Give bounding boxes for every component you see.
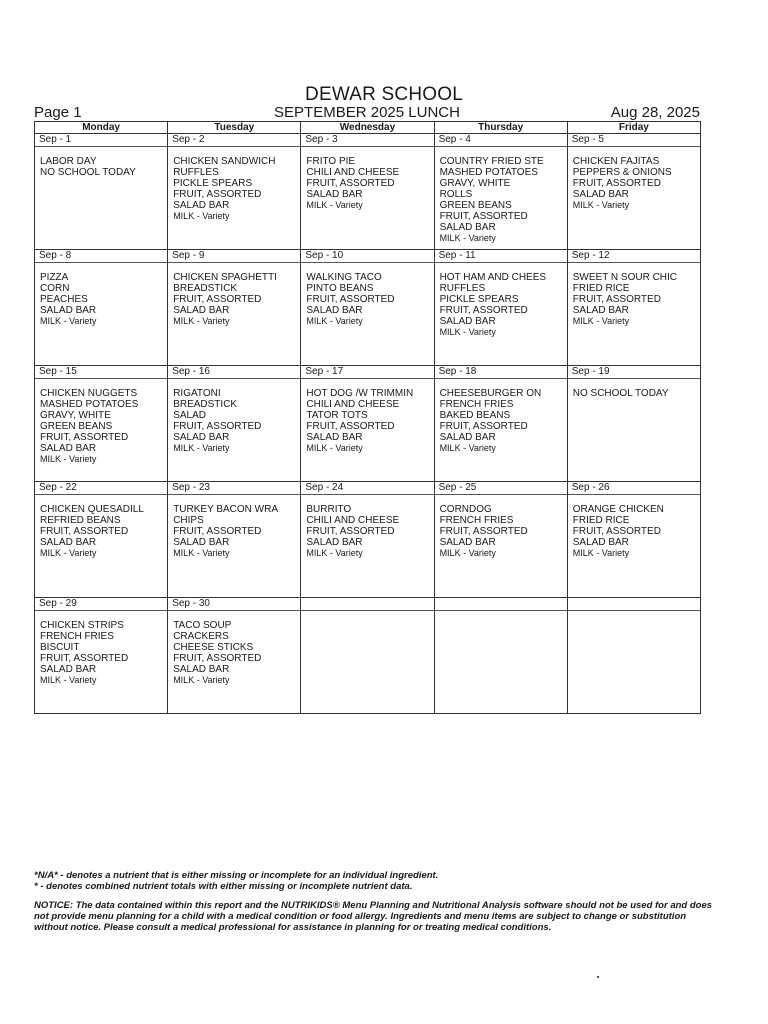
day-cell [35,366,168,482]
menu-item: REFRIED BEANS [40,515,121,526]
day-cell [35,134,168,250]
menu-items [301,147,433,211]
day-date: Sep - 5 [568,134,700,147]
menu-item: ROLLS [439,189,473,200]
menu-item: MILK - Variety [40,316,97,326]
day-cell [567,598,700,714]
menu-item: MILK - Variety [439,548,496,558]
menu-item: FRUIT, ASSORTED [40,432,129,443]
menu-item: MILK - Variety [40,548,97,558]
day-cell [567,250,700,366]
menu-item: FRUIT, ASSORTED [572,178,661,189]
menu-item: FRUIT, ASSORTED [439,305,528,316]
menu-item: SALAD BAR [173,664,230,675]
footer-notes [34,870,714,933]
menu-item: RUFFLES [439,283,486,294]
day-date: Sep - 18 [435,366,567,379]
menu-items [568,263,700,327]
menu-item: CHILI AND CHEESE [306,399,400,410]
menu-items [168,611,300,686]
menu-item: BREADSTICK [173,399,238,410]
menu-item: FRUIT, ASSORTED [173,189,262,200]
week-row [35,598,701,714]
day-date: Sep - 9 [168,250,300,263]
menu-item: SALAD BAR [439,432,496,443]
day-cell [168,134,301,250]
menu-item: MILK - Variety [439,233,496,243]
menu-item: WALKING TACO [306,272,382,283]
menu-item: PICKLE SPEARS [439,294,519,305]
day-date: Sep - 8 [35,250,167,263]
menu-item: MILK - Variety [439,327,496,337]
menu-item: SALAD BAR [572,305,629,316]
day-cell [168,482,301,598]
day-cell [168,366,301,482]
notice-disclaimer: NOTICE: The data contained within this report and the NUTRIKIDS® Menu Planning and Nutritional Analysis software should not be used for and does not provide menu planning for a child with a medical condition or food allergy. Ingredients and menu items are subject to change or substitution without notice. Please consult a medical professional for assistance in planning for or treating medical conditions. [34,900,713,933]
menu-item: SALAD BAR [173,432,230,443]
menu-items [301,495,433,559]
day-date: Sep - 22 [35,482,167,495]
menu-item: PIZZA [40,272,69,283]
menu-items [35,495,167,559]
menu-item: SALAD BAR [40,443,97,454]
menu-item: MILK - Variety [173,211,230,221]
menu-items [35,611,167,686]
menu-item: MILK - Variety [306,443,363,453]
menu-item: MILK - Variety [572,200,630,210]
menu-item: SALAD BAR [306,305,363,316]
menu-item: MILK - Variety [173,443,230,453]
day-header: Thursday [434,122,567,134]
day-date [301,598,433,611]
menu-item: PEACHES [40,294,88,305]
day-date: Sep - 26 [568,482,700,495]
menu-item: FRUIT, ASSORTED [439,211,528,222]
menu-item: TURKEY BACON WRA [173,504,279,515]
menu-item: CRACKERS [173,631,229,642]
menu-item: FRUIT, ASSORTED [306,294,395,305]
day-header: Friday [567,122,700,134]
report-header [34,104,700,122]
menu-items [568,611,700,620]
menu-item: MILK - Variety [40,454,97,464]
menu-item: HOT HAM AND CHEES [439,272,547,283]
menu-item: CHICKEN FAJITAS [572,156,660,167]
menu-item: GRAVY, WHITE [40,410,111,421]
stray-mark [597,976,599,978]
menu-items [168,147,300,222]
menu-items [301,611,433,620]
menu-item: SWEET N SOUR CHIC [572,272,678,283]
day-cell [35,482,168,598]
menu-item: MILK - Variety [306,316,363,326]
menu-items [568,495,700,559]
day-header: Wednesday [301,122,434,134]
menu-items [168,495,300,559]
day-header: Tuesday [168,122,301,134]
menu-item: GREEN BEANS [40,421,113,432]
menu-item: MILK - Variety [439,443,496,453]
menu-item: MILK - Variety [572,548,630,558]
menu-item: SALAD BAR [306,537,363,548]
menu-item: SALAD BAR [173,537,230,548]
menu-items [568,147,700,211]
menu-item: SALAD BAR [306,189,363,200]
menu-item: FRENCH FRIES [439,399,514,410]
menu-item: FRUIT, ASSORTED [40,653,129,664]
day-cell [301,482,434,598]
menu-item: CHEESE STICKS [173,642,254,653]
day-date: Sep - 15 [35,366,167,379]
menu-items [168,379,300,454]
menu-item: SALAD BAR [40,537,97,548]
week-row [35,366,701,482]
menu-items [35,147,167,178]
day-date: Sep - 24 [301,482,433,495]
menu-items [435,147,567,244]
day-date: Sep - 19 [568,366,700,379]
menu-item: MILK - Variety [40,675,97,685]
menu-items [568,379,700,399]
menu-items [301,263,433,327]
menu-items [435,379,567,454]
day-date: Sep - 3 [301,134,433,147]
menu-item: LABOR DAY [40,156,97,167]
day-cell [301,134,434,250]
menu-item: FRITO PIE [306,156,356,167]
menu-items [168,263,300,327]
footnote-asterisk: * - denotes combined nutrient totals with either missing or incomplete nutrient data. [34,881,413,892]
page-number: Page 1 [34,104,82,121]
menu-item: CHICKEN STRIPS [40,620,124,631]
menu-item: FRENCH FRIES [439,515,514,526]
menu-item: CHILI AND CHEESE [306,167,400,178]
report-date: Aug 28, 2025 [610,104,700,121]
menu-item: CHILI AND CHEESE [306,515,400,526]
menu-item: FRUIT, ASSORTED [439,526,528,537]
menu-item: RUFFLES [173,167,219,178]
menu-items [435,611,567,620]
menu-item: FRIED RICE [572,515,630,526]
day-cell [168,598,301,714]
day-date: Sep - 11 [435,250,567,263]
menu-item: SALAD BAR [439,537,496,548]
menu-item: COUNTRY FRIED STE [439,156,544,167]
day-cell [301,250,434,366]
day-date [568,598,700,611]
day-date [435,598,567,611]
day-cell [301,598,434,714]
day-cell [434,250,567,366]
day-date: Sep - 16 [168,366,300,379]
day-cell [567,134,700,250]
menu-item: CHEESEBURGER ON [439,388,542,399]
menu-item: SALAD BAR [173,305,230,316]
menu-item: SALAD BAR [439,222,496,233]
menu-items [35,263,167,327]
menu-item: CHICKEN SPAGHETTI [173,272,277,283]
menu-item: MILK - Variety [173,316,230,326]
menu-title: SEPTEMBER 2025 LUNCH [274,104,460,121]
day-date: Sep - 23 [168,482,300,495]
menu-item: FRUIT, ASSORTED [173,526,262,537]
menu-item: SALAD BAR [173,200,230,211]
menu-item: GRAVY, WHITE [439,178,511,189]
day-cell [434,482,567,598]
menu-item: SALAD BAR [40,305,97,316]
menu-item: SALAD BAR [40,664,97,675]
menu-item: CHICKEN NUGGETS [40,388,138,399]
menu-item: FRUIT, ASSORTED [572,294,661,305]
day-date: Sep - 29 [35,598,167,611]
day-cell [434,134,567,250]
day-cell [567,482,700,598]
menu-item: ORANGE CHICKEN [572,504,664,515]
menu-item: BAKED BEANS [439,410,511,421]
menu-item: TATOR TOTS [306,410,368,421]
menu-item: CORN [40,283,70,294]
menu-item: MASHED POTATOES [439,167,538,178]
menu-item: CHICKEN SANDWICH [173,156,276,167]
menu-item: NO SCHOOL TODAY [572,388,669,399]
menu-item: FRUIT, ASSORTED [439,421,528,432]
menu-item: BISCUIT [40,642,80,653]
menu-item: MILK - Variety [572,316,630,326]
menu-item: MILK - Variety [306,548,363,558]
day-date: Sep - 25 [435,482,567,495]
menu-item: BREADSTICK [173,283,238,294]
menu-items [435,263,567,338]
footnote-na: *N/A* - denotes a nutrient that is either missing or incomplete for an individual ingredient. [34,870,439,881]
menu-item: SALAD BAR [306,432,363,443]
menu-items [435,495,567,559]
menu-items [301,379,433,454]
day-header: Monday [35,122,168,134]
menu-item: MILK - Variety [173,548,230,558]
menu-item: FRENCH FRIES [40,631,114,642]
day-header-row [35,122,701,134]
day-cell [567,366,700,482]
day-date: Sep - 2 [168,134,300,147]
menu-item: SALAD BAR [439,316,496,327]
day-cell [434,366,567,482]
menu-item: PINTO BEANS [306,283,374,294]
menu-item: BURRITO [306,504,352,515]
menu-item: TACO SOUP [173,620,232,631]
day-date: Sep - 10 [301,250,433,263]
menu-item: RIGATONI [173,388,221,399]
menu-items [35,379,167,465]
calendar-body [35,134,701,714]
menu-item: FRUIT, ASSORTED [173,294,262,305]
day-cell [35,250,168,366]
menu-item: FRUIT, ASSORTED [306,178,395,189]
menu-item: HOT DOG /W TRIMMIN [306,388,414,399]
menu-item: FRUIT, ASSORTED [306,526,395,537]
menu-item: CHIPS [173,515,204,526]
week-row [35,482,701,598]
menu-item: FRUIT, ASSORTED [173,653,262,664]
menu-item: SALAD BAR [572,189,629,200]
menu-item: MILK - Variety [306,200,363,210]
day-cell [168,250,301,366]
menu-item: CORNDOG [439,504,492,515]
school-name: DEWAR SCHOOL [305,84,463,105]
week-row [35,250,701,366]
menu-item: MASHED POTATOES [40,399,139,410]
menu-item: FRIED RICE [572,283,630,294]
day-cell [434,598,567,714]
menu-item: FRUIT, ASSORTED [173,421,262,432]
menu-item: PICKLE SPEARS [173,178,253,189]
menu-item: MILK - Variety [173,675,230,685]
menu-item: PEPPERS & ONIONS [572,167,672,178]
menu-item: SALAD [173,410,206,421]
week-row [35,134,701,250]
day-date: Sep - 4 [435,134,567,147]
day-date: Sep - 30 [168,598,300,611]
day-date: Sep - 17 [301,366,433,379]
menu-item: NO SCHOOL TODAY [40,167,136,178]
lunch-calendar [34,121,701,714]
day-date: Sep - 12 [568,250,700,263]
day-cell [35,598,168,714]
day-cell [301,366,434,482]
day-date: Sep - 1 [35,134,167,147]
menu-item: SALAD BAR [572,537,629,548]
menu-item: FRUIT, ASSORTED [572,526,661,537]
menu-item: FRUIT, ASSORTED [306,421,395,432]
menu-item: GREEN BEANS [439,200,512,211]
menu-item: FRUIT, ASSORTED [40,526,129,537]
menu-item: CHICKEN QUESADILL [40,504,144,515]
